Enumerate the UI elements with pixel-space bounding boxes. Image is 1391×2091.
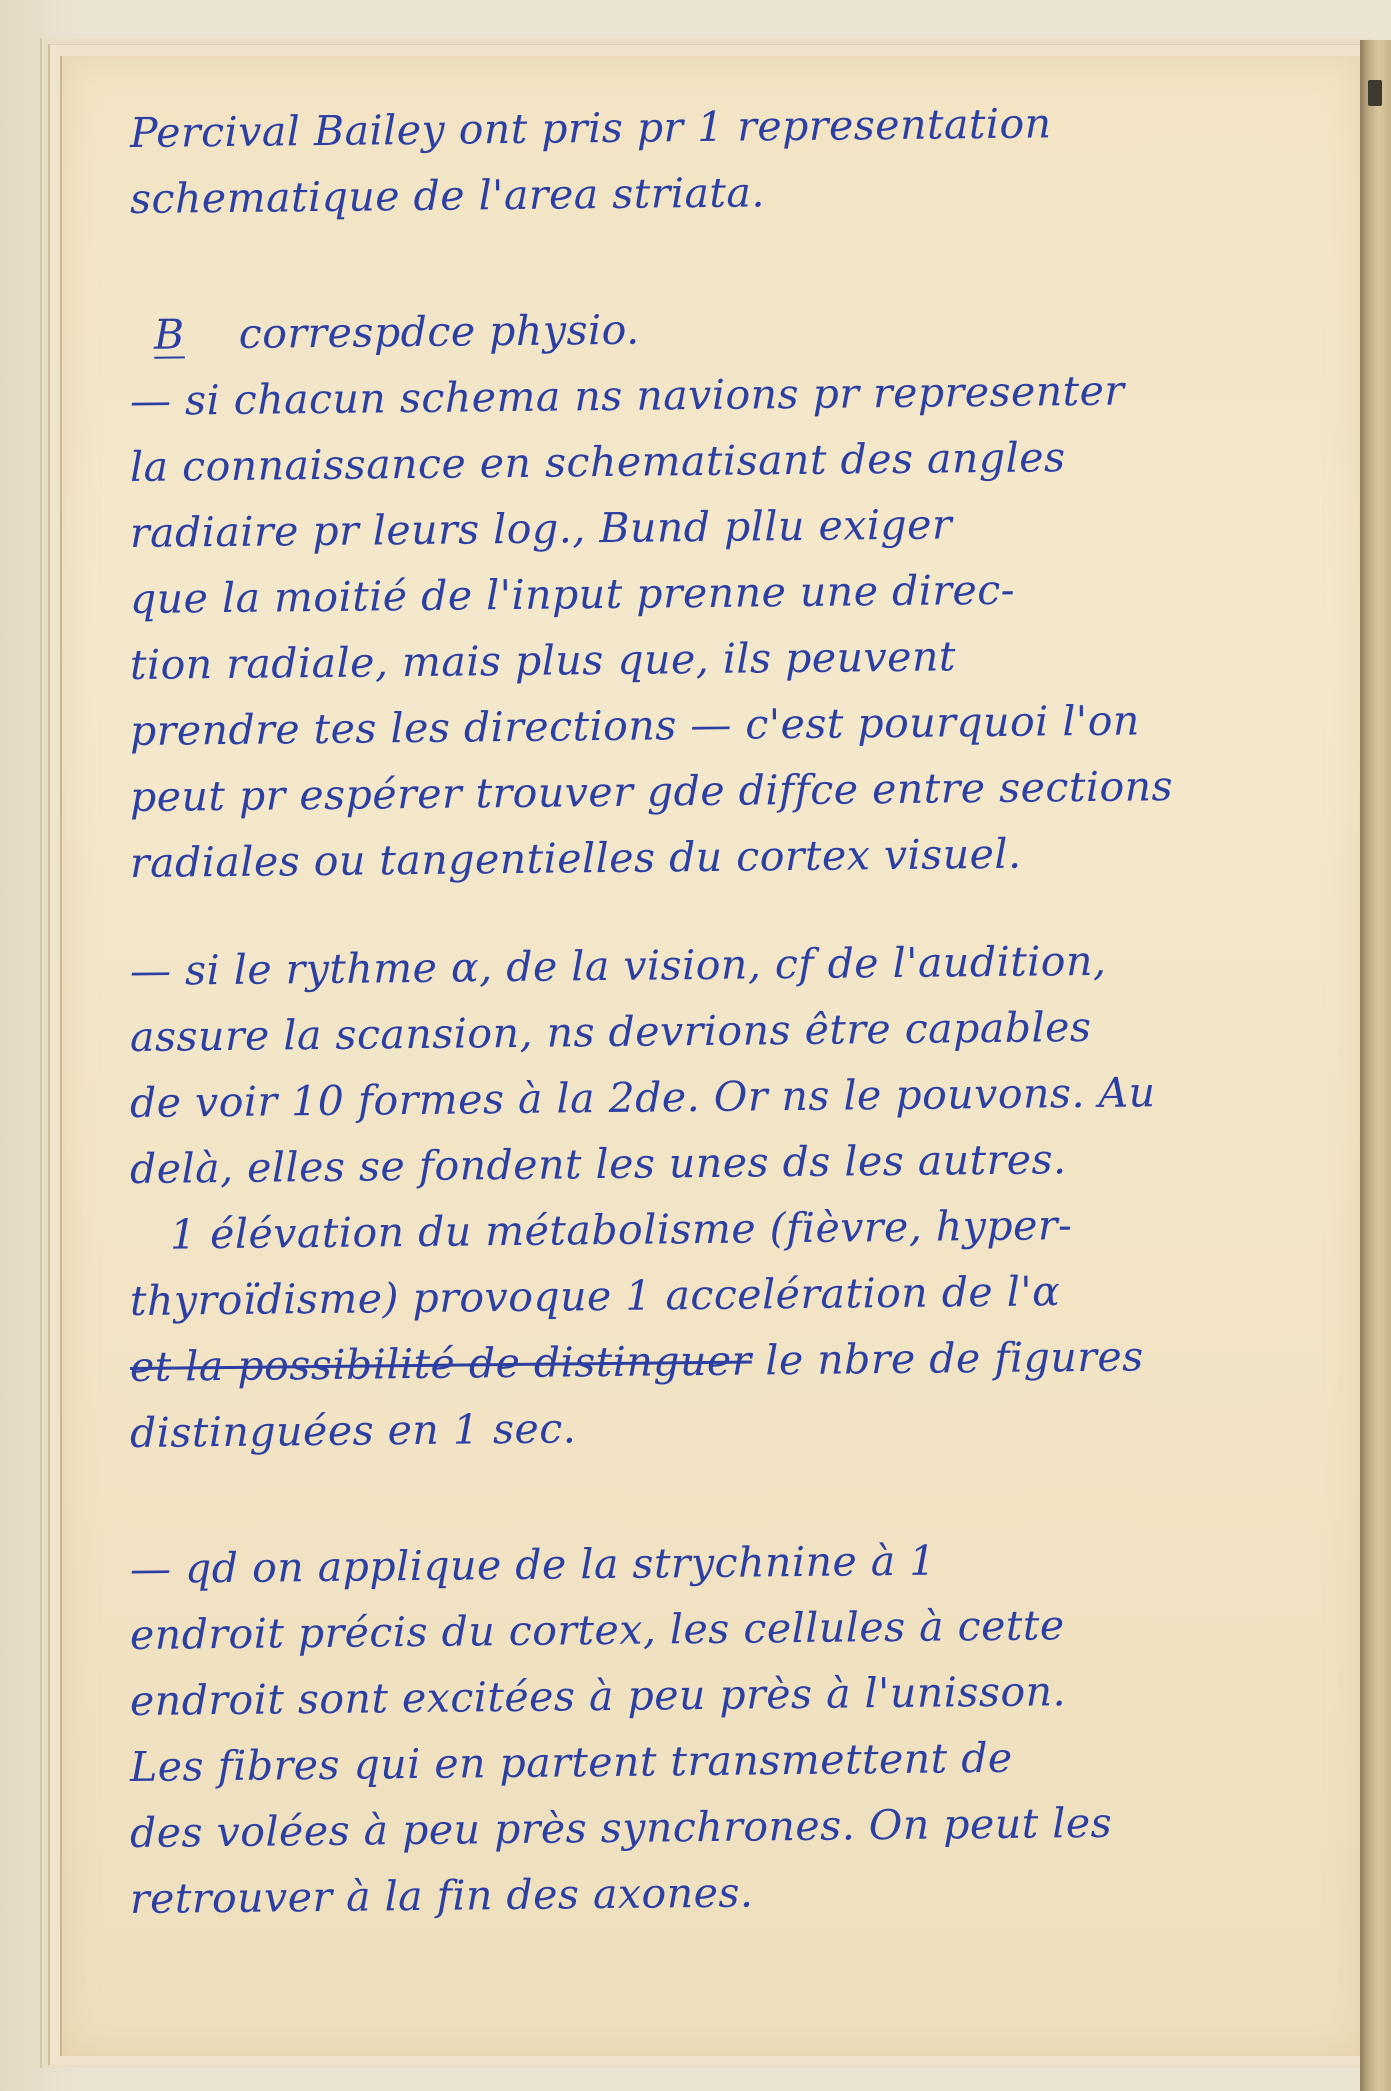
paragraph-4-line: retrouver à la fin des axones.: [129, 1868, 754, 1923]
paragraph-4-line: endroit sont excitées à peu près à l'unisson.: [129, 1667, 1067, 1725]
paragraph-1-line: peut pr espérer trouver gde diffce entre sections: [129, 762, 1174, 821]
paragraph-3-line: 1 élévation du métabolisme (fièvre, hyper-: [169, 1201, 1073, 1259]
section-b-marker: B: [153, 310, 185, 359]
paragraph-1-line: radiaire pr leurs log., Bund pllu exiger: [129, 500, 953, 557]
paragraph-3-line-tail: le nbre de figures: [765, 1332, 1144, 1385]
paragraph-4-line: endroit précis du cortex, les cellules à cette: [129, 1601, 1065, 1659]
section-b-title: correspdce physio.: [238, 305, 640, 358]
heading-line-2: schematique de l'area striata.: [129, 168, 766, 223]
heading-line-1: Percival Bailey ont pris pr 1 representation: [129, 99, 1052, 157]
paragraph-1-line: tion radiale, mais plus que, ils peuvent: [129, 632, 957, 689]
paragraph-2-line: delà, elles se fondent les unes ds les autres.: [129, 1135, 1067, 1193]
paragraph-4-line: Les fibres qui en partent transmettent de: [129, 1733, 1013, 1791]
paragraph-1-line: radiales ou tangentielles du cortex visuel.: [129, 829, 1022, 887]
crossed-out-text: et la possibilité de distinguer: [129, 1336, 753, 1391]
paragraph-4-line: — qd on applique de la strychnine à 1: [129, 1536, 937, 1593]
paragraph-2-line: — si le rythme α, de la vision, cf de l'audition,: [129, 936, 1107, 995]
paragraph-3-line: [130, 1321, 1341, 1400]
paragraph-2-line: assure la scansion, ns devrions être capables: [129, 1002, 1092, 1061]
section-b-heading: [130, 289, 1341, 368]
paragraph-1-line: la connaissance en schematisant des angles: [129, 433, 1066, 491]
paragraph-1-line: — si chacun schema ns navions pr representer: [129, 366, 1125, 425]
paragraph-2-line: de voir 10 formes à la 2de. Or ns le pouvons. Au: [129, 1068, 1156, 1127]
paragraph-3-line: distinguées en 1 sec.: [129, 1404, 577, 1457]
paragraph-3-line: thyroïdisme) provoque 1 accelération de l'α: [129, 1267, 1061, 1325]
adjacent-page-edge: [1360, 40, 1391, 2091]
paragraph-4-line: des volées à peu près synchrones. On peut les: [129, 1798, 1113, 1857]
paragraph-1-line: prendre tes les directions — c'est pourquoi l'on: [129, 696, 1141, 755]
paragraph-1-line: que la moitié de l'input prenne une direc-: [129, 565, 1016, 623]
handwritten-notes: [130, 100, 1340, 1932]
